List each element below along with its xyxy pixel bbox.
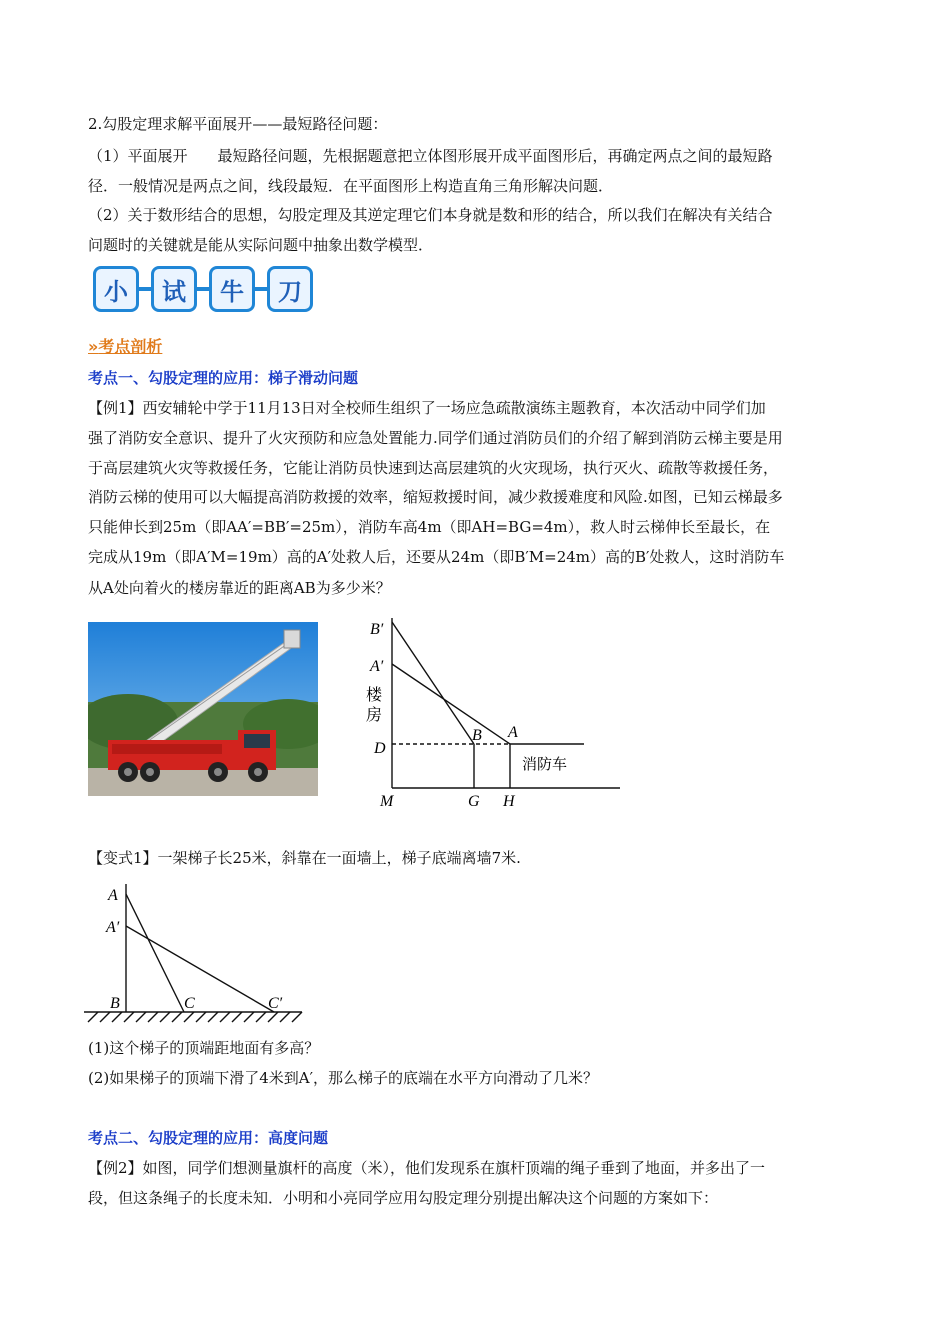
example1-line: 从A处向着火的楼房靠近的距离AB为多少米？ <box>88 579 391 597</box>
label-c: C <box>184 995 195 1012</box>
kaodian2-title: 考点二、勾股定理的应用：高度问题 <box>88 1129 329 1147</box>
label-fire-truck: 消防车 <box>522 755 568 773</box>
intro-p2-line2: 问题时的关键就是能从实际问题中抽象出数学模型． <box>88 236 434 254</box>
label-d: D <box>374 740 386 757</box>
example2-line2: 段，但这条绳子的长度未知．小明和小亮同学应用勾股定理分别提出解决这个问题的方案如下： <box>88 1189 719 1207</box>
example1-line: 消防云梯的使用可以大幅提高消防救援的效率，缩短救援时间，减少救援难度和风险.如图，已知云梯最多 <box>88 488 783 506</box>
badge-4: 刀 <box>267 266 313 312</box>
badge-3: 牛 <box>209 266 255 312</box>
intro-p1-line1: （1）平面展开 最短路径问题，先根据题意把立体图形展开成平面图形后，再确定两点之间的最短路 <box>88 147 773 165</box>
example1-line: 【例1】西安辅轮中学于11月13日对全校师生组织了一场应急疏散演练主题教育，本次活动中同学们加 <box>88 399 766 417</box>
variant1-text: 【变式1】一架梯子长25米，斜靠在一面墙上，梯子底端离墙7米. <box>88 849 521 867</box>
intro-heading: 2.勾股定理求解平面展开——最短路径问题： <box>88 115 388 133</box>
badge-connector <box>254 287 268 291</box>
label-fang: 房 <box>366 705 383 724</box>
section-title <box>88 334 162 357</box>
kaodian1-title: 考点一、勾股定理的应用：梯子滑动问题 <box>88 369 359 387</box>
intro-p1-line2: 径．一般情况是两点之间，线段最短．在平面图形上构造直角三角形解决问题． <box>88 177 614 195</box>
label-b: B <box>472 727 482 744</box>
intro-p2-line1: （2）关于数形结合的思想，勾股定理及其逆定理它们本身就是数和形的结合，所以我们在解决有关结合 <box>88 206 773 224</box>
sliding-ladder-diagram <box>84 880 306 1030</box>
label-c-prime: C′ <box>268 995 283 1012</box>
label-a-prime: A′ <box>370 658 384 675</box>
example1-line: 完成从19m（即A′M=19m）高的A′处救人后，还要从24m（即B′M=24m）高的B′处救人，这时消防车 <box>88 548 785 566</box>
label-lou: 楼 <box>366 685 383 704</box>
ladder-building-diagram <box>360 612 624 812</box>
badge-connector <box>138 287 152 291</box>
section-title-text: 考点剖析 <box>98 337 163 356</box>
badge-1: 小 <box>93 266 139 312</box>
variant1-q2: (2)如果梯子的顶端下滑了4米到A′，那么梯子的底端在水平方向滑动了几米？ <box>88 1069 599 1087</box>
label-m: M <box>380 793 394 810</box>
example1-line: 只能伸长到25m（即AA′=BB′=25m），消防车高4m（即AH=BG=4m），救人时云梯伸长至最长，在 <box>88 518 771 536</box>
variant1-q1: (1)这个梯子的顶端距地面有多高？ <box>88 1039 320 1057</box>
label-a: A <box>108 887 118 904</box>
label-a-prime: A′ <box>106 919 120 936</box>
label-a: A <box>508 724 518 741</box>
label-b-prime: B′ <box>370 621 384 638</box>
badge-2: 试 <box>151 266 197 312</box>
example1-line: 于高层建筑火灾等救援任务，它能让消防员快速到达高层建筑的火灾现场，执行灭火、疏散等救援任务， <box>88 459 779 477</box>
fire-truck-photo <box>88 622 318 796</box>
label-h: H <box>503 793 515 810</box>
label-b: B <box>110 995 120 1012</box>
badge-connector <box>196 287 210 291</box>
label-g: G <box>468 793 480 810</box>
double-chevron-icon: » <box>88 337 99 356</box>
example1-line: 强了消防安全意识、提升了火灾预防和应急处置能力.同学们通过消防员们的介绍了解到消防云梯主要是用 <box>88 429 783 447</box>
example2-line1: 【例2】如图，同学们想测量旗杆的高度（米），他们发现系在旗杆顶端的绳子垂到了地面，并多出了一 <box>88 1159 766 1177</box>
